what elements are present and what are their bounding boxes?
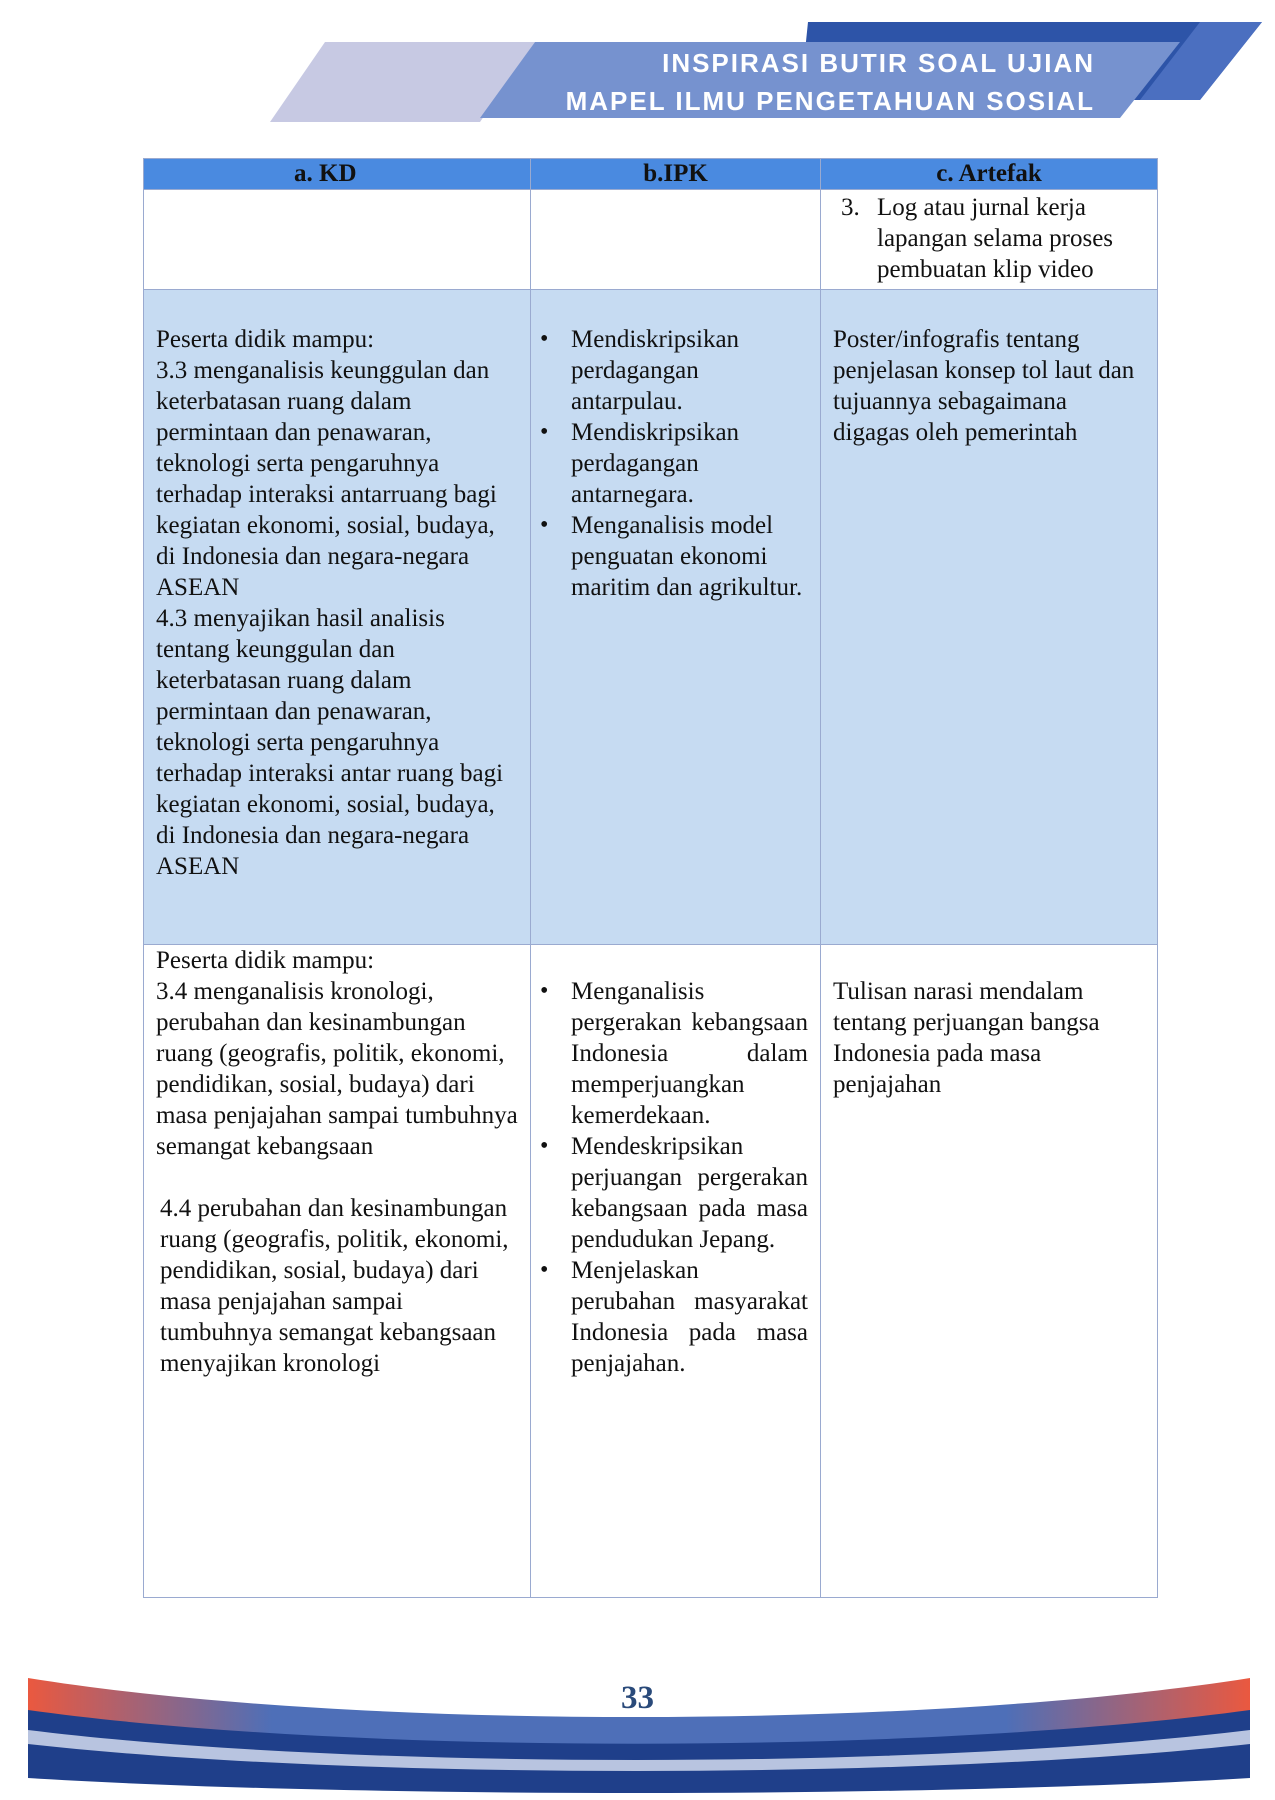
kd-3-4-number: 3.4 [156, 978, 188, 1005]
column-header-artefak: c. Artefak [821, 159, 1158, 190]
kd-4-4-number: 4.4 [160, 1195, 192, 1222]
artefak-cell [821, 190, 1158, 290]
header-title-line1: INSPIRASI BUTIR SOAL UJIAN [662, 48, 1095, 78]
kd-4-4-text: perubahan dan kesinambungan ruang (geografis, politik, ekonomi, pendidikan, sosial, budaya) dari masa penjajahan sampai tumbuhnya semangat kebangsaan menyajikan kronologi [160, 1195, 509, 1377]
artefak-cell [821, 945, 1158, 1598]
ipk-cell-empty [531, 190, 821, 290]
ipk-item: • Mendiskripsikan perdagangan antarnegara. [531, 417, 808, 510]
kd-cell [144, 945, 531, 1598]
artefak-list-item [841, 192, 1127, 285]
kd-cell-empty [144, 190, 531, 290]
table-row-continuation [144, 190, 1158, 290]
kd-3-4-item [156, 976, 518, 1162]
kd-3-3-text: 3.3 menganalisis keunggulan dan keterbatasan ruang dalam permintaan dan penawaran, teknologi serta pengaruhnya terhadap interaksi antarruang bagi kegiatan ekonomi, sosial, budaya, di Indonesia dan negara-negara ASEAN [156, 357, 497, 601]
ipk-list [531, 976, 808, 1379]
table-header-row [144, 159, 1158, 190]
ipk-cell [531, 290, 821, 945]
header-title-line2: MAPEL ILMU PENGETAHUAN SOSIAL [565, 86, 1095, 116]
kd-ipk-artefak-table [143, 158, 1158, 1598]
artefak-cell [821, 290, 1158, 945]
list-number: 3. [841, 194, 860, 221]
table-row-kd-3-4 [144, 945, 1158, 1598]
kd-intro: Peserta didik mampu: [156, 947, 375, 974]
kd-intro: Peserta didik mampu: [156, 326, 375, 353]
page-number: 33 [621, 1680, 654, 1716]
kd-3-4-text: menganalisis kronologi, perubahan dan kesinambungan ruang (geografis, politik, ekonomi, pendidikan, sosial, budaya) dari masa penjajahan sampai tumbuhnya semangat kebangsaan [156, 978, 518, 1160]
kd-cell [144, 290, 531, 945]
kd-4-4-item [156, 1193, 518, 1379]
column-header-ipk: b.IPK [531, 159, 821, 190]
ipk-item: • Menjelaskan perubahan masyarakat Indonesia pada masa penjajahan. [531, 1255, 808, 1379]
artefak-text: Log atau jurnal kerja lapangan selama proses pembuatan klip video [877, 194, 1114, 283]
ipk-item: • Mendiskripsikan perdagangan antarpulau. [531, 324, 808, 417]
ipk-item: • Mendeskripsikan perjuangan pergerakan kebangsaan pada masa pendudukan Jepang. [531, 1131, 808, 1255]
artefak-text: Poster/infografis tentang penjelasan konsep tol laut dan tujuannya sebagaimana digagas oleh pemerintah [833, 326, 1135, 446]
ipk-item: • Menganalisis model penguatan ekonomi maritim dan agrikultur. [531, 510, 808, 603]
ipk-list [531, 324, 808, 603]
ipk-cell [531, 945, 821, 1598]
table-row-kd-3-3 [144, 290, 1158, 945]
kd-4-3-text: 4.3 menyajikan hasil analisis tentang keunggulan dan keterbatasan ruang dalam permintaan dan penawaran, teknologi serta pengaruhnya terhadap interaksi antar ruang bagi kegiatan ekonomi, sosial, budaya, di Indonesia dan negara-negara ASEAN [156, 605, 504, 880]
artefak-text: Tulisan narasi mendalam tentang perjuangan bangsa Indonesia pada masa penjajahan [833, 978, 1100, 1098]
header-title [566, 44, 1095, 120]
ipk-item: • Menganalisis pergerakan kebangsaan Indonesia dalam memperjuangkan kemerdekaan. [531, 976, 808, 1131]
column-header-kd: a. KD [144, 159, 531, 190]
